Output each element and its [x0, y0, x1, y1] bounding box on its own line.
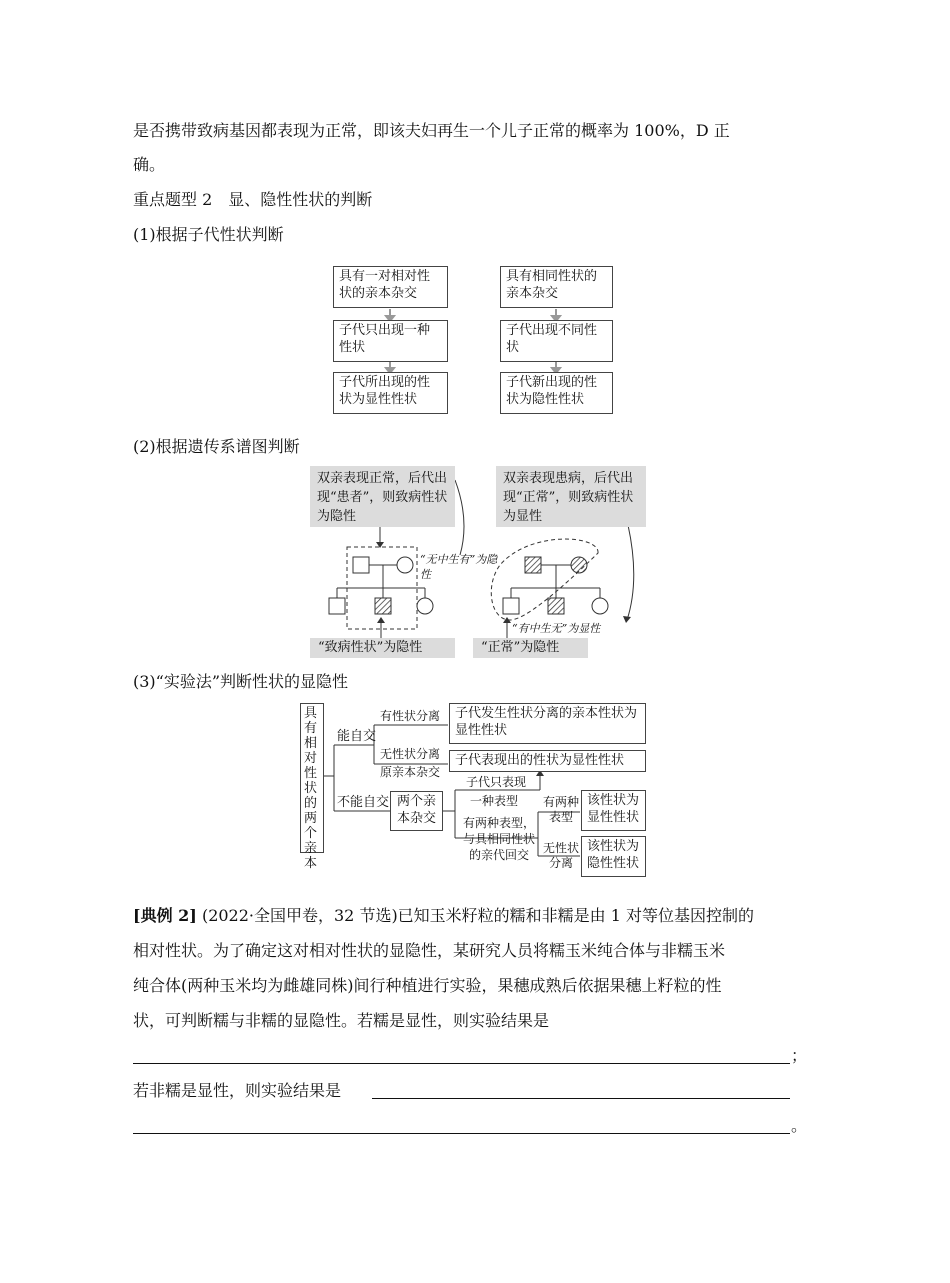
result-box-2: 子代表现出的性状为显性性状 [449, 750, 646, 772]
subheading: (1)根据子代性状判断 [133, 225, 284, 244]
box-left-3: 子代所出现的性状为显性性状 [333, 372, 448, 414]
note-top-left: 双亲表现正常，后代出现“患者”，则致病性状为隐性 [310, 466, 455, 527]
label-no-separation: 无性状分离 [380, 747, 441, 761]
subheading: (2)根据遗传系谱图判断 [133, 437, 300, 456]
box-left-2: 子代只出现一种性状 [333, 320, 448, 362]
result-box-3: 该性状为显性性状 [581, 790, 646, 831]
box-right-3: 子代新出现的性状为隐性性状 [500, 372, 613, 414]
example-line: 状，可判断糯与非糯的显隐性。若糯是显性，则实验结果是 [133, 1011, 550, 1030]
handwritten-note-left: “无中生有”为隐性 [420, 553, 498, 581]
label-one-type: 一种表型 [470, 794, 519, 808]
example-line [133, 906, 754, 926]
note-top-right: 双亲表现患病，后代出现“正常”，则致病性状为显性 [496, 466, 646, 527]
punctuation: 。 [791, 1116, 808, 1135]
answer-blank-1[interactable] [133, 1063, 790, 1064]
example-line: 纯合体(两种玉米均为雌雄同株)间行种植进行实验，果穗成熟后依据果穗上籽粒的性 [133, 976, 722, 995]
label-has-two-types: 有两种表型 [542, 795, 579, 824]
example-label: [典例 2] [133, 906, 197, 925]
box-right-1: 具有相同性状的亲本杂交 [500, 266, 613, 308]
label-has-separation: 有性状分离 [380, 709, 441, 723]
punctuation: ； [791, 1046, 808, 1065]
label-can-self: 能自交 [337, 729, 377, 744]
label-no-separation-2: 无性状分离 [542, 841, 579, 870]
two-parents-box: 两个亲本杂交 [390, 791, 443, 831]
example-line: 若非糯是显性，则实验结果是 [133, 1081, 342, 1100]
label-original-cross: 原亲本杂交 [380, 765, 441, 779]
box-left-1: 具有一对相对性状的亲本杂交 [333, 266, 448, 308]
handwritten-note-right: “有中生无”为显性 [512, 622, 601, 635]
note-bottom-left: “致病性状”为隐性 [310, 638, 455, 658]
paragraph-line: 确。 [133, 155, 166, 174]
answer-blank-2[interactable] [372, 1098, 790, 1099]
answer-blank-3[interactable] [133, 1133, 790, 1134]
section-heading: 重点题型 2 显、隐性性状的判断 [133, 190, 373, 209]
paragraph-line: 是否携带致病基因都表现为正常，即该夫妇再生一个儿子正常的概率为 100%，D 正 [133, 121, 730, 140]
example-text: (2022·全国甲卷，32 节选)已知玉米籽粒的糯和非糯是由 1 对等位基因控制的 [196, 906, 755, 925]
label-only-show: 子代只表现 [466, 775, 527, 789]
result-box-4: 该性状为隐性性状 [581, 836, 646, 877]
label-cannot-self: 不能自交 [337, 795, 390, 810]
subheading: (3)“实验法”判断性状的显隐性 [133, 672, 349, 691]
label-two-types-backcross: 有两种表型，与具相同性状的亲代回交 [462, 816, 535, 862]
note-bottom-right: “正常”为隐性 [473, 638, 588, 658]
result-box-1: 子代发生性状分离的亲本性状为显性性状 [449, 703, 646, 744]
example-line: 相对性状。为了确定这对相对性状的显隐性，某研究人员将糯玉米纯合体与非糯玉米 [133, 941, 726, 960]
root-box: 具有相对性状的两个亲本 [300, 703, 324, 853]
box-right-2: 子代出现不同性状 [500, 320, 613, 362]
